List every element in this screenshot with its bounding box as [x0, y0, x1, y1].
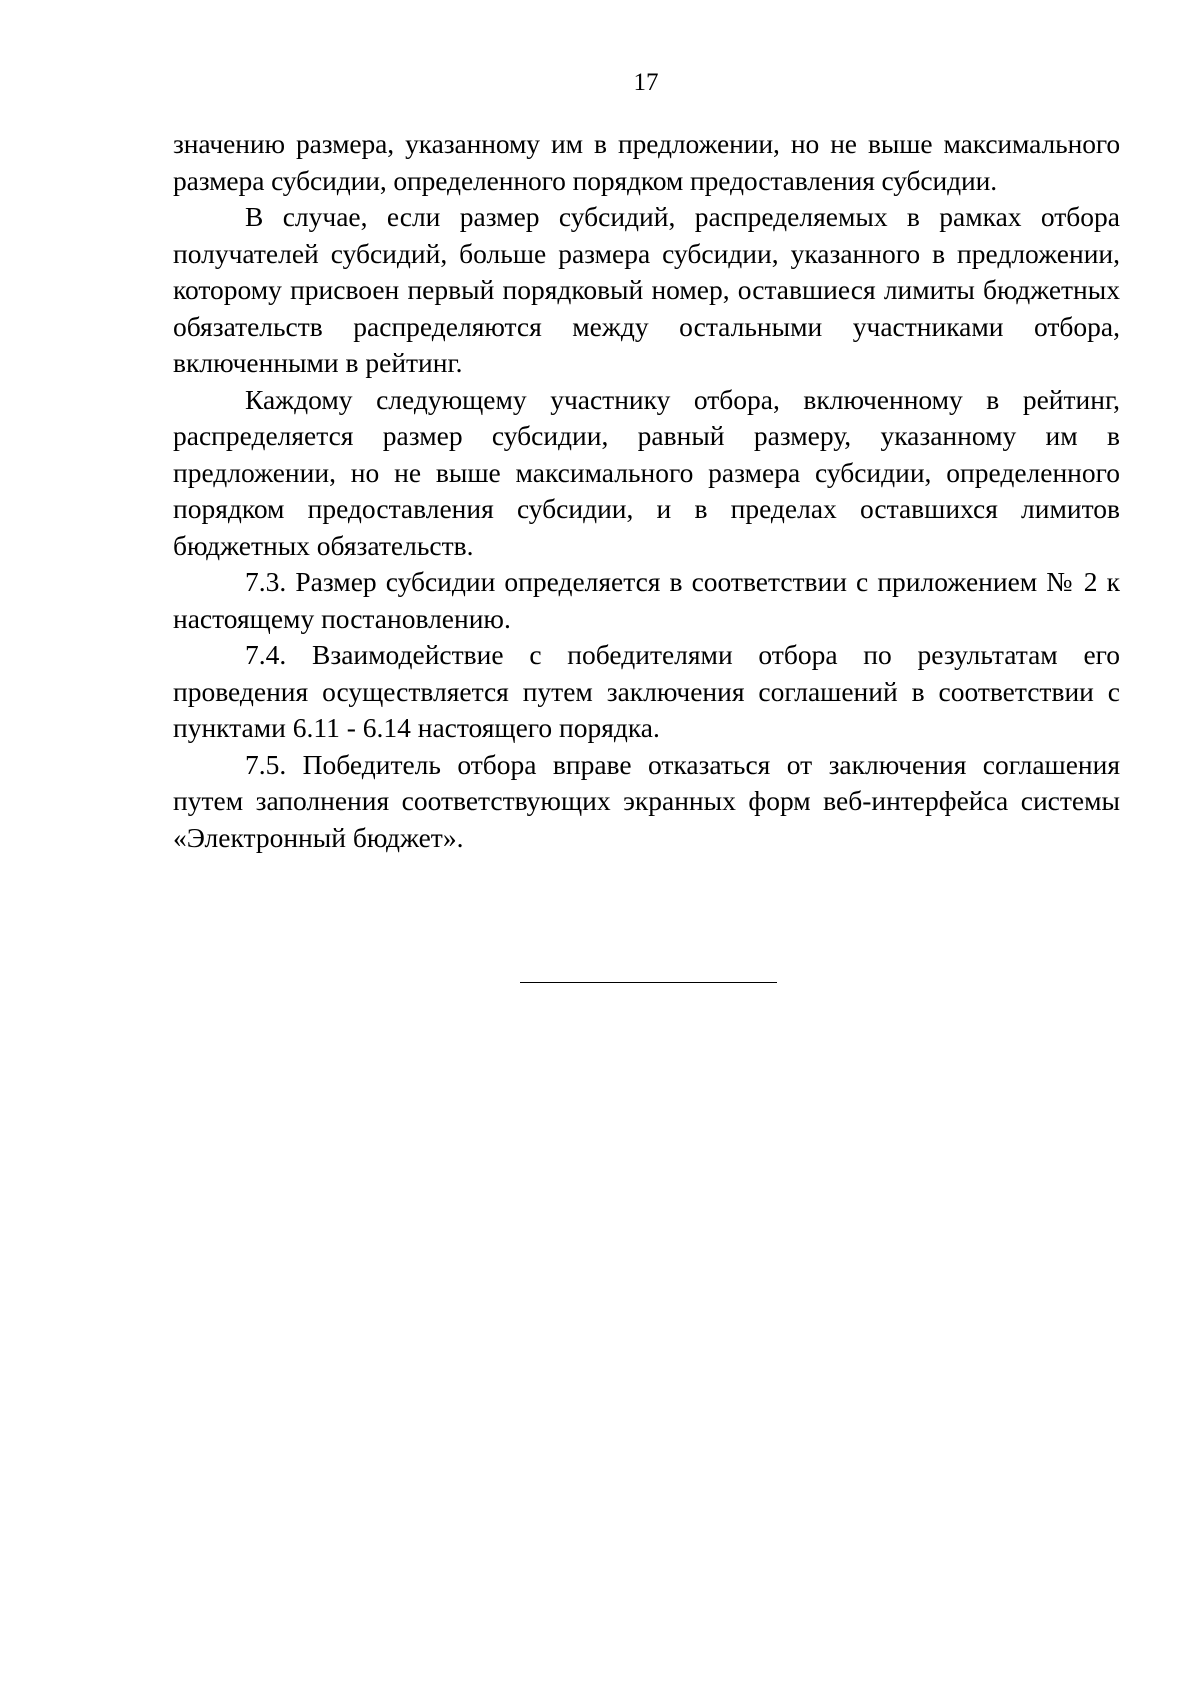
paragraph-7-5: 7.5. Победитель отбора вправе отказаться от заключения соглашения путем заполнения соответствующих экранных форм веб-интерфейса системы «Электронный бюджет».	[173, 748, 1120, 853]
paragraph-next-participant: Каждому следующему участнику отбора, включенному в рейтинг, распределяется размер субсидии, равный размеру, указанному им в предложении, но не выше максимального размера субсидии, определенного порядком предоставления субсидии, и в пределах оставшихся лимитов бюджетных обязательств.	[173, 383, 1120, 561]
end-of-document-rule	[520, 982, 777, 983]
paragraph-7-3: 7.3. Размер субсидии определяется в соответствии с приложением № 2 к настоящему постановлению.	[173, 566, 1120, 634]
paragraph-7-4: 7.4. Взаимодействие с победителями отбора по результатам его проведения осуществляется путем заключения соглашений в соответствии с пунктами 6.11 - 6.14 настоящего порядка.	[173, 639, 1120, 743]
paragraph-subsidy-distribution: В случае, если размер субсидий, распределяемых в рамках отбора получателей субсидий, больше размера субсидии, указанного в предложении, которому присвоен первый порядковый номер, оставшиеся лимиты бюджетных обязательств распределяются между остальными участниками отбора, включенными в рейтинг.	[173, 201, 1120, 378]
page-number: 17	[633, 69, 659, 96]
document-body	[173, 126, 1120, 856]
paragraph-continuation: значению размера, указанному им в предложении, но не выше максимального размера субсидии, определенного порядком предоставления субсидии.	[173, 128, 1120, 196]
